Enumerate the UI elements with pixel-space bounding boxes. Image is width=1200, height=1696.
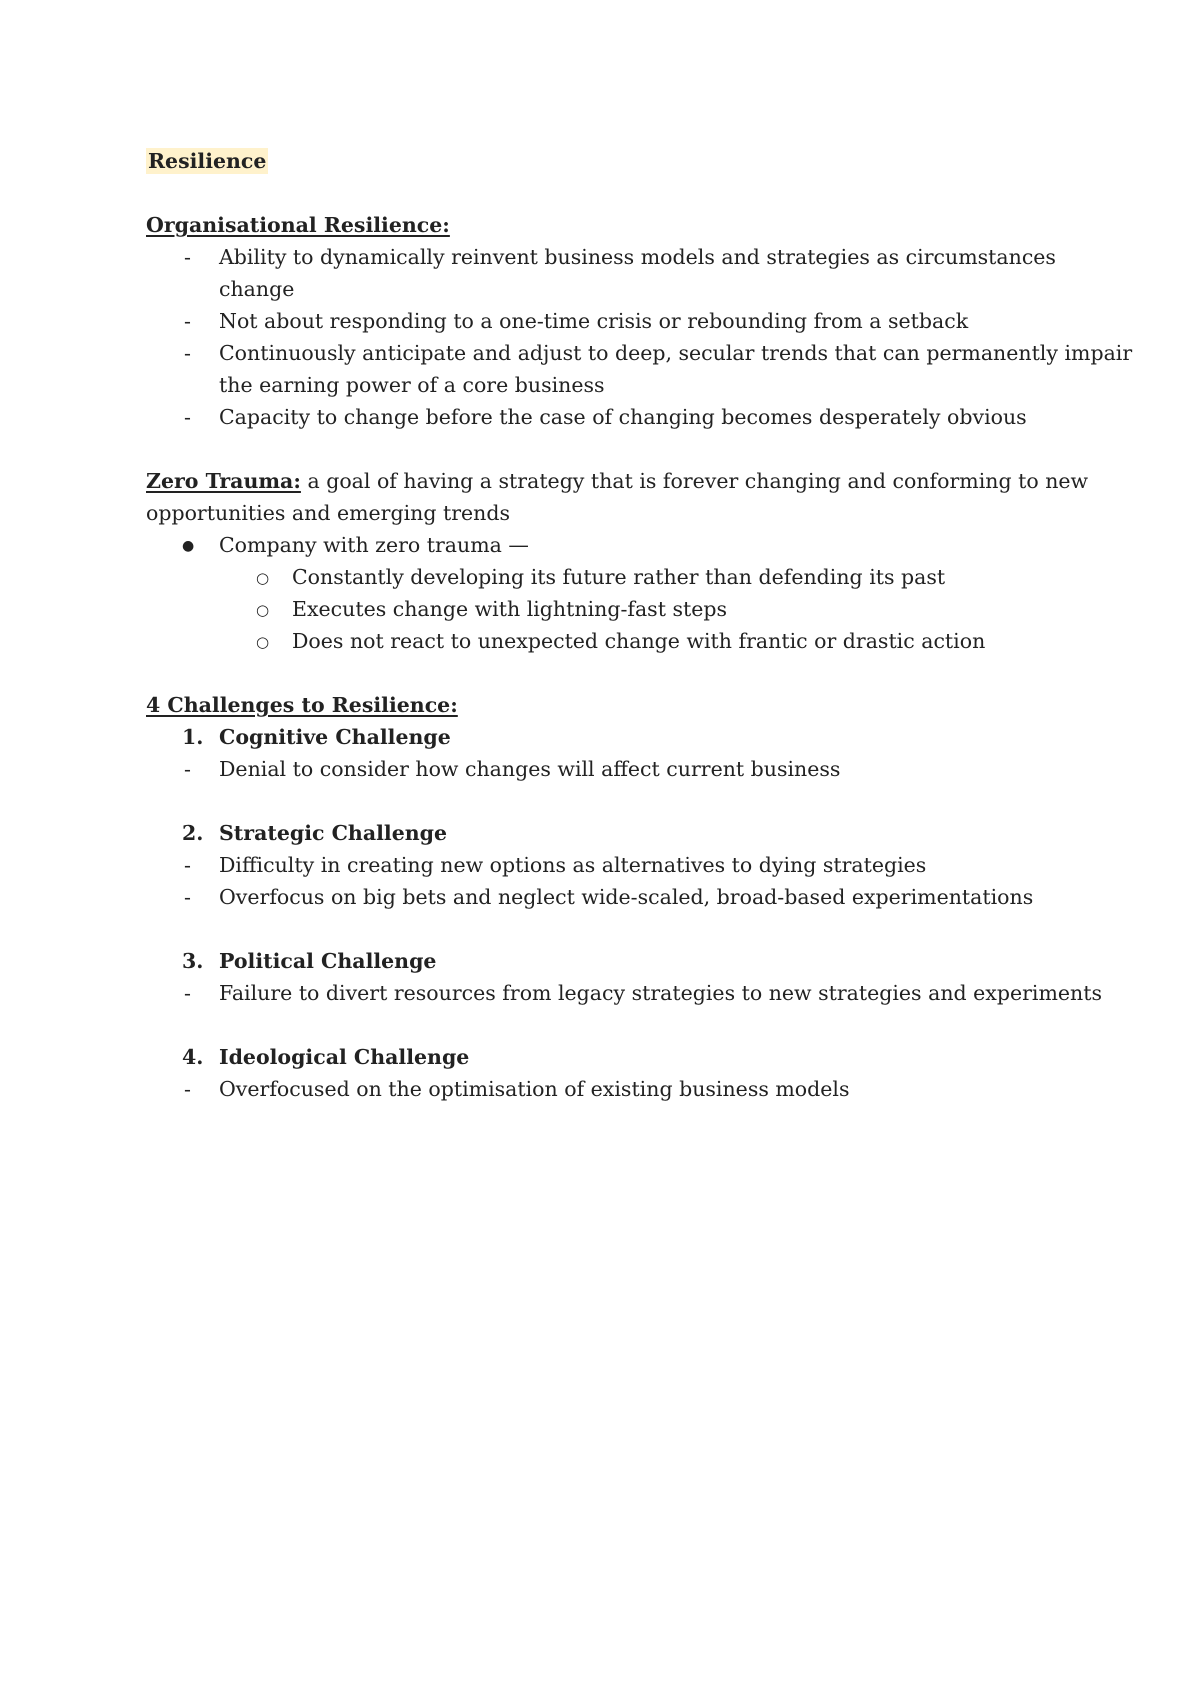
challenge-1-item-1: Denial to consider how changes will affect current business bbox=[219, 757, 841, 781]
dash-marker: - bbox=[184, 341, 191, 365]
zero-subitem-1: Constantly developing its future rather than defending its past bbox=[292, 565, 946, 589]
challenge-2-number: 2. bbox=[182, 821, 204, 845]
dash-marker: - bbox=[184, 885, 191, 909]
challenge-1-number: 1. bbox=[182, 725, 204, 749]
challenge-4-number: 4. bbox=[182, 1045, 204, 1069]
zero-trauma-bullet: Company with zero trauma — bbox=[219, 533, 529, 557]
doc-title-text: Resilience bbox=[148, 149, 267, 173]
dash-marker: - bbox=[184, 309, 191, 333]
org-item-3-cont: the earning power of a core business bbox=[219, 373, 605, 397]
challenge-2-item-2: Overfocus on big bets and neglect wide-scaled, broad-based experimentations bbox=[219, 885, 1034, 909]
zero-trauma-label: Zero Trauma: bbox=[146, 469, 301, 493]
dash-marker: - bbox=[184, 981, 191, 1005]
zero-trauma-definition: a goal of having a strategy that is forever changing and conforming to new bbox=[307, 469, 1089, 493]
challenge-2-title: Strategic Challenge bbox=[219, 821, 448, 845]
circle-marker: ○ bbox=[256, 601, 270, 619]
challenge-4-title: Ideological Challenge bbox=[219, 1045, 470, 1069]
challenge-4-item-1: Overfocused on the optimisation of existing business models bbox=[219, 1077, 850, 1101]
zero-trauma-definition-cont: opportunities and emerging trends bbox=[146, 501, 510, 525]
zero-trauma-paragraph bbox=[146, 468, 1088, 494]
dash-marker: - bbox=[184, 757, 191, 781]
challenge-2-item-1: Difficulty in creating new options as alternatives to dying strategies bbox=[219, 853, 927, 877]
challenge-3-title: Political Challenge bbox=[219, 949, 437, 973]
challenge-3-number: 3. bbox=[182, 949, 204, 973]
org-item-1: Ability to dynamically reinvent business models and strategies as circumstances bbox=[219, 245, 1056, 269]
dash-marker: - bbox=[184, 853, 191, 877]
zero-subitem-3: Does not react to unexpected change with frantic or drastic action bbox=[292, 629, 986, 653]
doc-title bbox=[146, 148, 268, 174]
dash-marker: - bbox=[184, 245, 191, 269]
org-item-4: Capacity to change before the case of changing becomes desperately obvious bbox=[219, 405, 1027, 429]
org-item-2: Not about responding to a one-time crisis or rebounding from a setback bbox=[219, 309, 969, 333]
org-item-1-cont: change bbox=[219, 277, 295, 301]
dash-marker: - bbox=[184, 1077, 191, 1101]
org-item-3: Continuously anticipate and adjust to deep, secular trends that can permanently impair bbox=[219, 341, 1133, 365]
org-heading: Organisational Resilience: bbox=[146, 213, 450, 237]
circle-marker: ○ bbox=[256, 633, 270, 651]
bullet-marker: ● bbox=[182, 538, 195, 554]
challenge-3-item-1: Failure to divert resources from legacy strategies to new strategies and experiments bbox=[219, 981, 1102, 1005]
challenge-1-title: Cognitive Challenge bbox=[219, 725, 451, 749]
circle-marker: ○ bbox=[256, 569, 270, 587]
challenges-heading: 4 Challenges to Resilience: bbox=[146, 693, 458, 717]
zero-subitem-2: Executes change with lightning-fast steps bbox=[292, 597, 727, 621]
dash-marker: - bbox=[184, 405, 191, 429]
